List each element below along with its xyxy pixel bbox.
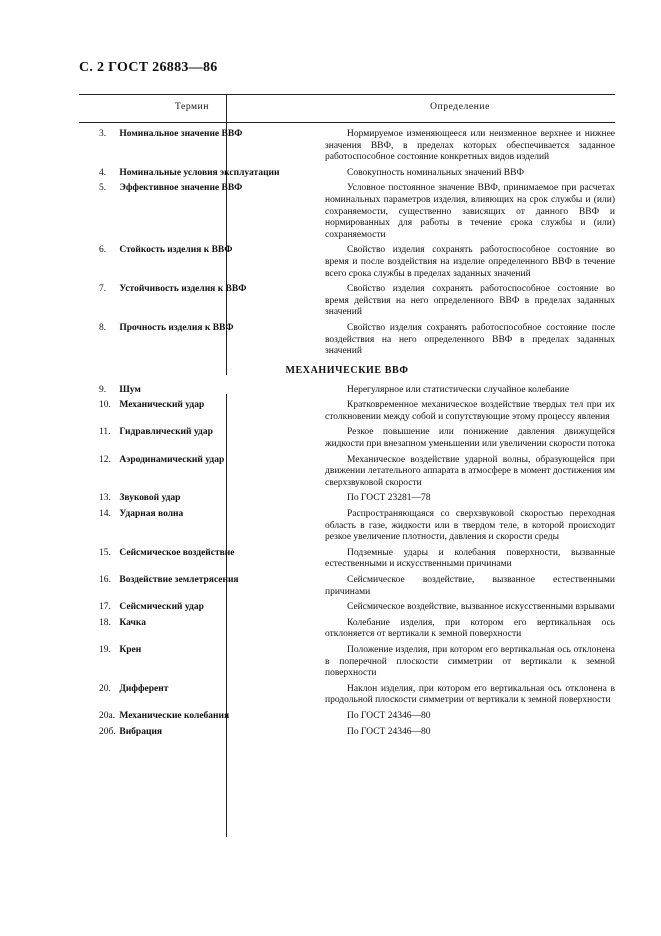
term-cell	[79, 427, 305, 450]
definition-cell: Механическое воздействие ударной волны, образующейся при движении летательного аппарата в атмосфере в момент достижения им сверхзвуковой скорости	[325, 454, 615, 488]
term-name: Сейсмический удар	[119, 602, 204, 613]
term-cell	[79, 129, 305, 164]
term-number: 3.	[99, 129, 107, 139]
term-number: 18.	[99, 617, 111, 628]
definition-cell: Кратковременное механическое воздействие твердых тел при их столкновении между собой и сопутствующие этому процессу явления	[325, 400, 615, 422]
term-name: Стойкость изделия к ВВФ	[119, 245, 233, 256]
definition-cell: Свойство изделия сохранять работоспособное состояние во время действия на него определенного ВВФ в пределах заданных значений	[325, 284, 615, 318]
term-number: 8.	[99, 322, 107, 333]
table-row	[79, 427, 615, 450]
term-cell	[79, 645, 305, 680]
table-row	[79, 575, 615, 598]
term-cell	[79, 245, 305, 280]
term-name: Эффективное значение ВВФ	[119, 183, 243, 194]
term-name: Крен	[119, 644, 142, 655]
term-name: Шум	[119, 384, 141, 395]
term-name: Номинальное значение ВВФ	[119, 129, 243, 139]
column-header-term: Термин	[174, 102, 210, 112]
term-name: Дифферент	[119, 683, 169, 694]
term-cell	[79, 548, 305, 571]
term-number: 15.	[99, 547, 111, 558]
term-cell	[79, 455, 305, 490]
section-title: МЕХАНИЧЕСКИЕ ВВФ	[285, 364, 409, 376]
definition-cell: Сейсмическое воздействие, вызванное естественными причинами	[325, 575, 615, 597]
term-name: Качка	[119, 617, 146, 628]
term-cell	[79, 684, 305, 707]
term-cell	[79, 509, 305, 544]
term-cell	[79, 168, 305, 180]
definition-cell: Наклон изделия, при котором его вертикальная ось отклонена в продольной плоскости симметрии от вертикали к земной поверхности	[325, 683, 615, 706]
table-row	[79, 727, 615, 739]
term-number: 10.	[99, 400, 111, 411]
definition-cell: Нерегулярное или статистически случайное колебание	[347, 384, 570, 395]
term-number: 13.	[99, 493, 111, 504]
table-row	[79, 284, 615, 319]
term-cell	[79, 400, 305, 423]
term-cell	[79, 183, 305, 241]
definition-cell: Совокупность номинальных значений ВВФ	[347, 167, 524, 178]
definition-cell: По ГОСТ 23281—78	[347, 493, 431, 504]
term-name: Ударная волна	[119, 509, 184, 520]
table-row	[79, 168, 615, 180]
definition-cell: Сейсмическое воздействие, вызванное искусственными взрывами	[347, 602, 615, 613]
table-row	[79, 509, 615, 544]
term-cell	[79, 602, 305, 614]
term-number: 16.	[99, 575, 111, 585]
term-number: 5.	[99, 183, 107, 194]
definition-cell: Нормируемое изменяющееся или неизменное верхнее и нижнее значения ВВФ, в пределах которых обеспечивается заданное работоспособное состояние конкретных видов изделий	[325, 129, 615, 163]
term-number: 12.	[99, 454, 111, 465]
table-row	[79, 711, 615, 723]
term-name: Механический удар	[119, 400, 205, 411]
table-row	[79, 129, 615, 164]
term-cell	[79, 284, 305, 319]
definition-cell: Колебание изделия, при котором его вертикальная ось отклоняется от вертикали к земной поверхности	[325, 617, 615, 640]
term-cell	[79, 493, 305, 505]
term-cell	[79, 727, 305, 739]
term-name: Звуковой удар	[119, 493, 181, 504]
term-name: Воздействие землетрясения	[119, 575, 239, 585]
table-row	[79, 245, 615, 280]
term-number: 7.	[99, 284, 107, 295]
table-row	[79, 645, 615, 680]
term-number: 9.	[99, 384, 107, 395]
definition-cell: Свойство изделия сохранять работоспособное состояние во время и после воздействия на изделие определенного ВВФ в течение всего срока службы в пределах заданных значений	[325, 245, 615, 279]
term-number: 11.	[99, 427, 111, 438]
term-cell	[79, 618, 305, 641]
term-number: 20а.	[99, 710, 116, 721]
definition-cell: Свойство изделия сохранять работоспособное состояние после воздействия на него определенного ВВФ в пределах заданных значений	[325, 322, 615, 357]
term-name: Сейсмическое воздействие	[119, 547, 235, 558]
term-number: 6.	[99, 245, 107, 256]
term-name: Номинальные условия эксплуатации	[119, 167, 280, 178]
term-number: 19.	[99, 644, 111, 655]
terms-table	[79, 94, 615, 742]
table-row	[79, 385, 615, 397]
table-row	[79, 684, 615, 707]
term-name: Вибрация	[119, 726, 163, 737]
term-name: Устойчивость изделия к ВВФ	[119, 284, 247, 295]
table-row	[79, 455, 615, 490]
term-cell	[79, 575, 305, 598]
table-row	[79, 602, 615, 614]
table-row	[79, 548, 615, 571]
page-title: С. 2 ГОСТ 26883—86	[79, 60, 218, 75]
column-header-definition: Определение	[430, 102, 490, 112]
rows-top	[79, 123, 615, 358]
term-name: Механические колебания	[119, 710, 230, 721]
definition-cell: Условное постоянное значение ВВФ, принимаемое при расчетах номинальных параметров изделия, влияющих на срок службы и (или) сохраняемости, существенно зависящих от данного ВВФ и нормированных для работы в течение срока службы и (или) сохраняемости	[325, 183, 615, 240]
term-cell	[79, 323, 305, 358]
definition-cell: Подземные удары и колебания поверхности, вызванные естественными и искусственными причинами	[325, 547, 615, 570]
table-row	[79, 400, 615, 423]
definition-cell: Резкое повышение или понижение давления движущейся жидкости при внезапном уменьшении или увеличении скорости потока	[325, 427, 615, 450]
term-name: Аэродинамический удар	[119, 454, 225, 465]
table-row	[79, 618, 615, 641]
table-row	[79, 493, 615, 505]
term-number: 20.	[99, 683, 111, 694]
term-number: 14.	[99, 509, 111, 520]
definition-cell: По ГОСТ 24346—80	[347, 726, 431, 737]
table-row	[79, 323, 615, 358]
rows-bottom	[79, 385, 615, 738]
term-cell	[79, 711, 305, 723]
definition-cell: Положение изделия, при котором его вертикальная ось отклонена в поперечной плоскости симметрии от вертикали к земной поверхности	[325, 644, 615, 679]
definition-cell: Распространяющаяся со сверхзвуковой скоростью переходная область в газе, жидкости или в твердом теле, в которой происходит резкое увеличение плотности, давления и скорости среды	[325, 509, 615, 543]
term-name: Гидравлический удар	[119, 427, 213, 438]
term-number: 17.	[99, 602, 111, 613]
definition-cell: По ГОСТ 24346—80	[347, 710, 431, 721]
table-header	[79, 94, 615, 123]
term-cell	[79, 385, 305, 397]
table-row	[79, 183, 615, 241]
term-number: 4.	[99, 167, 107, 178]
term-number: 20б.	[99, 726, 116, 737]
term-name: Прочность изделия к ВВФ	[119, 322, 234, 333]
